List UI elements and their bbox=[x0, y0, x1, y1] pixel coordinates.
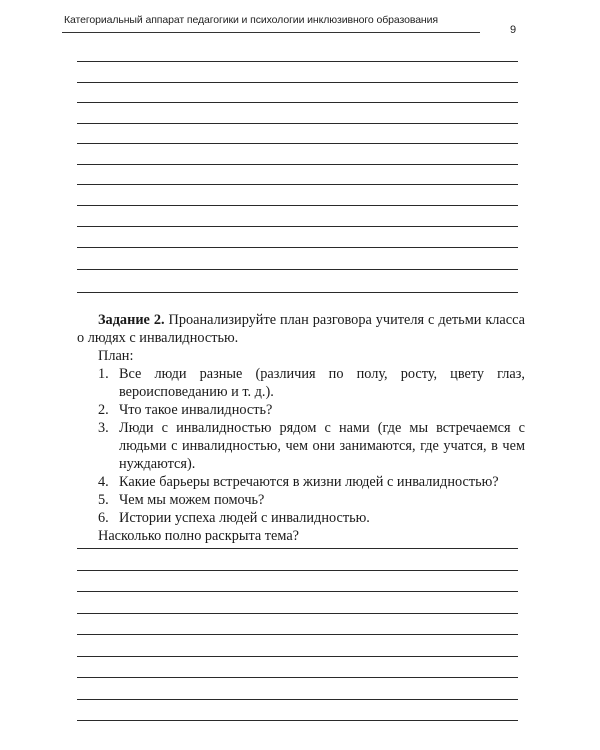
answer-line[interactable] bbox=[77, 656, 518, 657]
answer-line[interactable] bbox=[77, 720, 518, 721]
answer-line[interactable] bbox=[77, 226, 518, 227]
running-header: Категориальный аппарат педагогики и психологии инклюзивного образования bbox=[64, 14, 438, 26]
plan-item-text: Все люди разные (различия по полу, росту, цвету глаз, вероисповеданию и т. д.). bbox=[119, 366, 525, 400]
plan-item-number: 6. bbox=[98, 510, 109, 526]
answer-line[interactable] bbox=[77, 292, 518, 293]
plan-item-number: 1. bbox=[98, 366, 109, 382]
answer-line[interactable] bbox=[77, 570, 518, 571]
task-question: Насколько полно раскрыта тема? bbox=[98, 528, 300, 544]
answer-line[interactable] bbox=[77, 699, 518, 700]
answer-line[interactable] bbox=[77, 269, 518, 270]
answer-line[interactable] bbox=[77, 102, 518, 103]
answer-line[interactable] bbox=[77, 677, 518, 678]
answer-line[interactable] bbox=[77, 61, 518, 62]
plan-item-text: Истории успеха людей с инвалидностью. bbox=[119, 510, 370, 526]
plan-item-number: 3. bbox=[98, 420, 109, 436]
plan-item bbox=[77, 491, 525, 509]
answer-line[interactable] bbox=[77, 634, 518, 635]
plan-item bbox=[77, 401, 525, 419]
answer-line[interactable] bbox=[77, 123, 518, 124]
task-instruction: Проанализируйте план разговора учителя с детьми класса о людях с инвалидностью. bbox=[77, 312, 525, 346]
task-heading bbox=[77, 311, 525, 347]
answer-line[interactable] bbox=[77, 164, 518, 165]
plan-item-text: Люди с инвалидностью рядом с нами (где мы встречаемся с людьми с инвалидностью, чем они занимаются, где учатся, в чем нуждаются). bbox=[119, 420, 525, 472]
answer-line[interactable] bbox=[77, 613, 518, 614]
plan-item-number: 4. bbox=[98, 474, 109, 490]
answer-line[interactable] bbox=[77, 205, 518, 206]
plan-item bbox=[77, 365, 525, 401]
answer-line[interactable] bbox=[77, 548, 518, 549]
plan-item bbox=[77, 419, 525, 473]
answer-line[interactable] bbox=[77, 143, 518, 144]
plan-label: План: bbox=[98, 348, 134, 364]
answer-line[interactable] bbox=[77, 82, 518, 83]
plan-item bbox=[77, 509, 525, 527]
plan-item-number: 5. bbox=[98, 492, 109, 508]
plan-item-number: 2. bbox=[98, 402, 109, 418]
answer-line[interactable] bbox=[77, 247, 518, 248]
answer-line[interactable] bbox=[77, 184, 518, 185]
plan-list bbox=[77, 365, 525, 527]
task-2 bbox=[77, 311, 525, 545]
task-label: Задание 2. bbox=[98, 312, 165, 328]
plan-item-text: Какие барьеры встречаются в жизни людей с инвалидностью? bbox=[119, 474, 499, 490]
header-rule bbox=[62, 32, 480, 33]
answer-line[interactable] bbox=[77, 591, 518, 592]
plan-item bbox=[77, 473, 525, 491]
plan-item-text: Что такое инвалидность? bbox=[119, 402, 273, 418]
plan-item-text: Чем мы можем помочь? bbox=[119, 492, 265, 508]
page-number: 9 bbox=[510, 24, 517, 36]
